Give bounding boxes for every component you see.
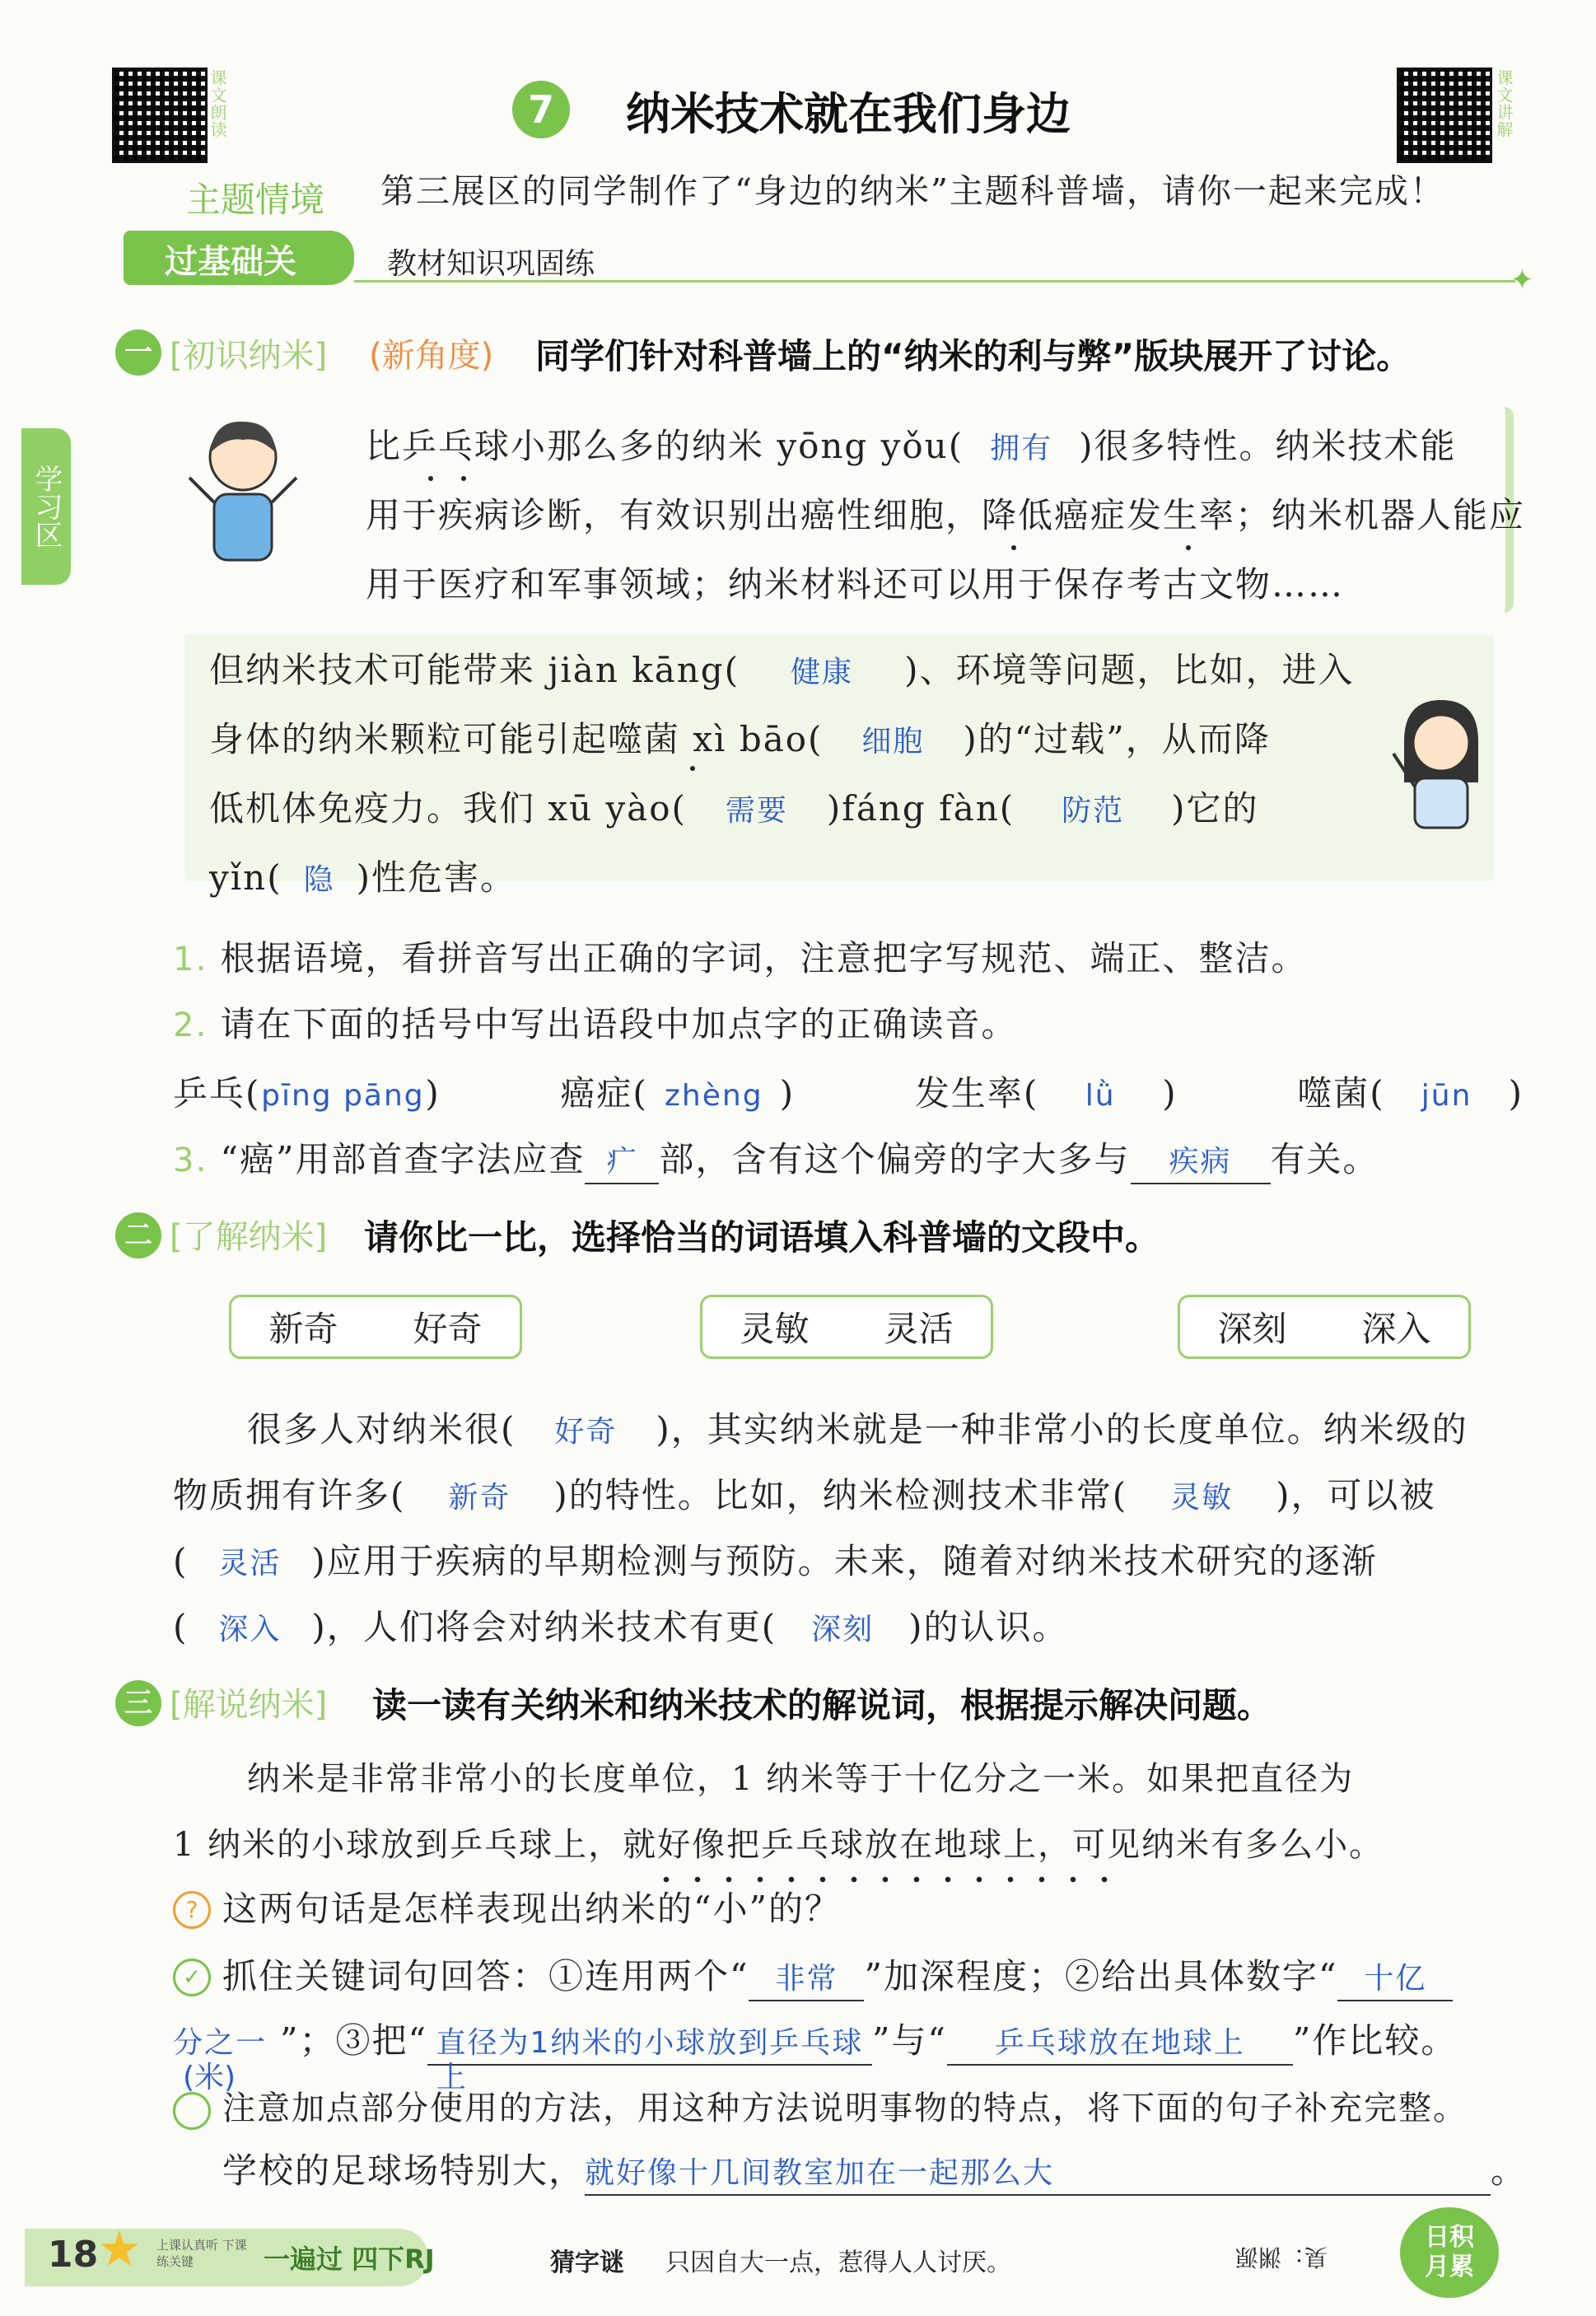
reading-shijun: 噬菌( jūn ) — [1297, 1059, 1524, 1131]
answer-xuyao[interactable]: 需要 — [725, 794, 788, 828]
qr-code-left[interactable] — [112, 68, 208, 163]
section1-heading: 同学们针对科普墙上的“纳米的利与弊”版块展开了讨论。 — [535, 336, 1412, 376]
answer-fenzhiyi[interactable]: 分之一 — [173, 2026, 268, 2060]
book-slogan: 上课认真听 下课练关键 — [156, 2238, 247, 2269]
para2-line3: 低机体免疫力。我们 xū yào( 需要 )fáng fàn( 防范 )它的 — [209, 774, 1259, 846]
word-lingmin: 灵敏 — [740, 1309, 810, 1349]
banner-label: 过基础关 — [165, 243, 296, 281]
sec3-para-line1: 纳米是非常非常小的长度单位，1 纳米等于十亿分之一米。如果把直径为 — [247, 1760, 1355, 1798]
qr-right-label: 课文讲解 — [1494, 69, 1514, 138]
dot-zheng — [1011, 545, 1016, 550]
sec3-answer-line2: 分之一 ”；③把“ 直径为1纳米的小球放到乒乓球 ”与“ 乒乓球放在地球上 ”作比较。 — [173, 2006, 1457, 2078]
answer-yongyou[interactable]: 拥有 — [990, 432, 1053, 465]
word-shenru: 深入 — [1361, 1309, 1431, 1349]
banner-text: 教材知识巩固练 — [387, 247, 595, 281]
section2-tag: [了解纳米] — [170, 1218, 328, 1256]
riddle-answer: 臭：渊源 — [1235, 2244, 1328, 2271]
answer-pingpang-on-earth[interactable]: 乒乓球放在地球上 — [947, 2023, 1293, 2066]
answer-fangfan[interactable]: 防范 — [1062, 794, 1125, 828]
dot-pingpang-1 — [428, 476, 433, 481]
question-3: 3. “癌”用部首查字法应查 疒 部，含有这个偏旁的字大多与 疾病 有关。 — [173, 1125, 1379, 1195]
answer-jun[interactable]: jūn — [1421, 1079, 1472, 1113]
note-icon — [173, 2092, 211, 2130]
answer-lingmin[interactable]: 灵敏 — [1170, 1481, 1234, 1515]
answer-shenru[interactable]: 深入 — [218, 1613, 282, 1646]
sec3-answer-line1: 抓住关键词句回答：①连用两个“ 非常 ”加深程度；②给出具体数字“ 十亿 — [222, 1942, 1453, 2011]
section3-heading: 读一读有关纳米和纳米技术的解说词，根据提示解决问题。 — [372, 1685, 1272, 1725]
answer-lv[interactable]: lǜ — [1085, 1079, 1116, 1113]
riddle-text: 只因自大一点，惹得人人讨厌。 — [665, 2248, 1011, 2277]
leaf-icon: ✦ — [1510, 264, 1534, 297]
word-box-2 — [700, 1295, 993, 1359]
book-title: 一遍过 四下RJ — [264, 2244, 435, 2275]
word-shenke: 深刻 — [1217, 1309, 1287, 1349]
question-2: 2. 请在下面的括号中写出语段中加点字的正确读音。 — [173, 1004, 1018, 1044]
answer-disease[interactable]: 疾病 — [1131, 1142, 1271, 1184]
sec2-line2: 物质拥有许多( 新奇 )的特性。比如，纳米检测技术非常( 灵敏 )，可以被 — [173, 1461, 1436, 1533]
sec2-line4: ( 深入 )，人们将会对纳米技术有更( 深刻 )的认识。 — [173, 1593, 1069, 1665]
dot-lv — [1186, 545, 1191, 550]
answer-ball-on-pingpang[interactable]: 直径为1纳米的小球放到乒乓球 — [427, 2023, 872, 2066]
theme-label: 主题情境 — [186, 180, 325, 220]
lesson-number-badge: 7 — [512, 81, 570, 138]
readings-row — [173, 1059, 1524, 1131]
word-haoqi: 好奇 — [413, 1309, 483, 1349]
answer-mi[interactable]: (米) — [183, 2061, 236, 2094]
section2-heading: 请你比一比，选择恰当的词语填入科普墙的文段中。 — [364, 1217, 1160, 1258]
girl-illustration — [1384, 692, 1499, 832]
para1-line2: 用于疾病诊断，有效识别出癌性细胞，降低癌症发生率；纳米机器人能应 — [366, 495, 1526, 535]
daily-badge: 日积月累 — [1400, 2207, 1499, 2298]
word-xinqi: 新奇 — [268, 1309, 338, 1349]
sec3-para-line2: 1 纳米的小球放到乒乓球上，就好像把乒乓球放在地球上，可见纳米有多么小。 — [173, 1826, 1384, 1864]
sec3-note: 注意加点部分使用的方法，用这种方法说明事物的特点，将下面的句子补充完整。 — [222, 2090, 1468, 2127]
para2-line4: yǐn( 隐 )性危害。 — [209, 843, 516, 915]
banner-rule — [354, 280, 1515, 282]
boy-illustration — [181, 412, 305, 577]
section1-tag-new-angle: (新角度) — [369, 337, 494, 375]
riddle-label: 猜字谜 — [550, 2248, 624, 2277]
page-number: 18 — [48, 2234, 99, 2276]
answer-yin[interactable]: 隐 — [303, 863, 335, 897]
answer-xinqi[interactable]: 新奇 — [448, 1481, 511, 1515]
section3-tag: [解说纳米] — [170, 1686, 328, 1724]
section3-number: 三 — [115, 1680, 161, 1726]
sec2-line1: 很多人对纳米很( 好奇 )，其实纳米就是一种非常小的长度单位。纳米级的 — [247, 1395, 1468, 1467]
star-mascot-icon: ★ — [97, 2220, 142, 2278]
word-linghuo: 灵活 — [884, 1309, 954, 1349]
sec2-line3: ( 灵活 )应用于疾病的早期检测与预防。未来，随着对纳米技术研究的逐渐 — [173, 1527, 1378, 1599]
theme-text: 第三展区的同学制作了“身边的纳米”主题科普墙，请你一起来完成！ — [380, 171, 1445, 211]
check-icon: ✓ — [173, 1959, 211, 1996]
section1-number: 一 — [115, 329, 161, 376]
word-box-1 — [229, 1295, 522, 1359]
answer-shang[interactable]: 上 — [436, 2061, 467, 2094]
answer-shiyi[interactable]: 十亿 — [1337, 1959, 1453, 2001]
sec3-question: 这两句话是怎样表现出纳米的“小”的？ — [222, 1889, 841, 1929]
dot-pingpang-2 — [461, 476, 466, 481]
side-tab-study-area[interactable]: 学习区 — [21, 428, 71, 585]
question-1: 1. 根据语境，看拼音写出正确的字词，注意把字写规范、端正、整洁。 — [173, 938, 1308, 978]
reading-pingpang: 乒乓(pīng pāng) — [173, 1059, 441, 1131]
para2-line2: 身体的纳米颗粒可能引起噬菌 xì bāo( 细胞 )的“过载”，从而降 — [209, 705, 1271, 777]
para2-line1: 但纳米技术可能带来 jiàn kāng( 健康 )、环境等问题，比如，进入 — [209, 636, 1354, 707]
section2-number: 二 — [115, 1212, 161, 1258]
answer-linghuo[interactable]: 灵活 — [218, 1547, 282, 1581]
word-box-3 — [1178, 1295, 1471, 1359]
answer-feichang[interactable]: 非常 — [749, 1959, 864, 2001]
answer-sentence[interactable]: 就好像十几间教室加在一起那么大 — [585, 2153, 1491, 2196]
answer-haoqi[interactable]: 好奇 — [554, 1415, 618, 1449]
answer-shenke[interactable]: 深刻 — [811, 1613, 875, 1646]
answer-zheng[interactable]: zhèng — [665, 1079, 763, 1113]
sec3-sentence: 学校的足球场特别大，就好像十几间教室加在一起那么大 。 — [222, 2136, 1527, 2206]
answer-xibao[interactable]: 细胞 — [861, 725, 925, 759]
dot-jun — [690, 766, 695, 771]
answer-jiankang[interactable]: 健康 — [791, 656, 854, 689]
reading-aizheng: 癌症( zhèng ) — [560, 1059, 795, 1131]
section1-tag: [初识纳米] — [170, 337, 328, 375]
lesson-title: 纳米技术就在我们身边 — [626, 88, 1071, 140]
reading-fashenglv: 发生率( lǜ ) — [915, 1059, 1178, 1131]
question-icon: ? — [173, 1891, 211, 1929]
para1-line3: 用于医疗和军事领域；纳米材料还可以用于保存考古文物…… — [366, 564, 1345, 605]
para1-line1: 比乒乓球小那么多的纳米 yōng yǒu( 拥有 )很多特性。纳米技术能 — [366, 412, 1457, 483]
answer-pingpang[interactable]: pīng pāng — [261, 1079, 425, 1113]
qr-code-right[interactable] — [1397, 68, 1492, 163]
qr-left-label: 课文朗读 — [208, 69, 227, 138]
answer-radical[interactable]: 疒 — [585, 1142, 659, 1184]
